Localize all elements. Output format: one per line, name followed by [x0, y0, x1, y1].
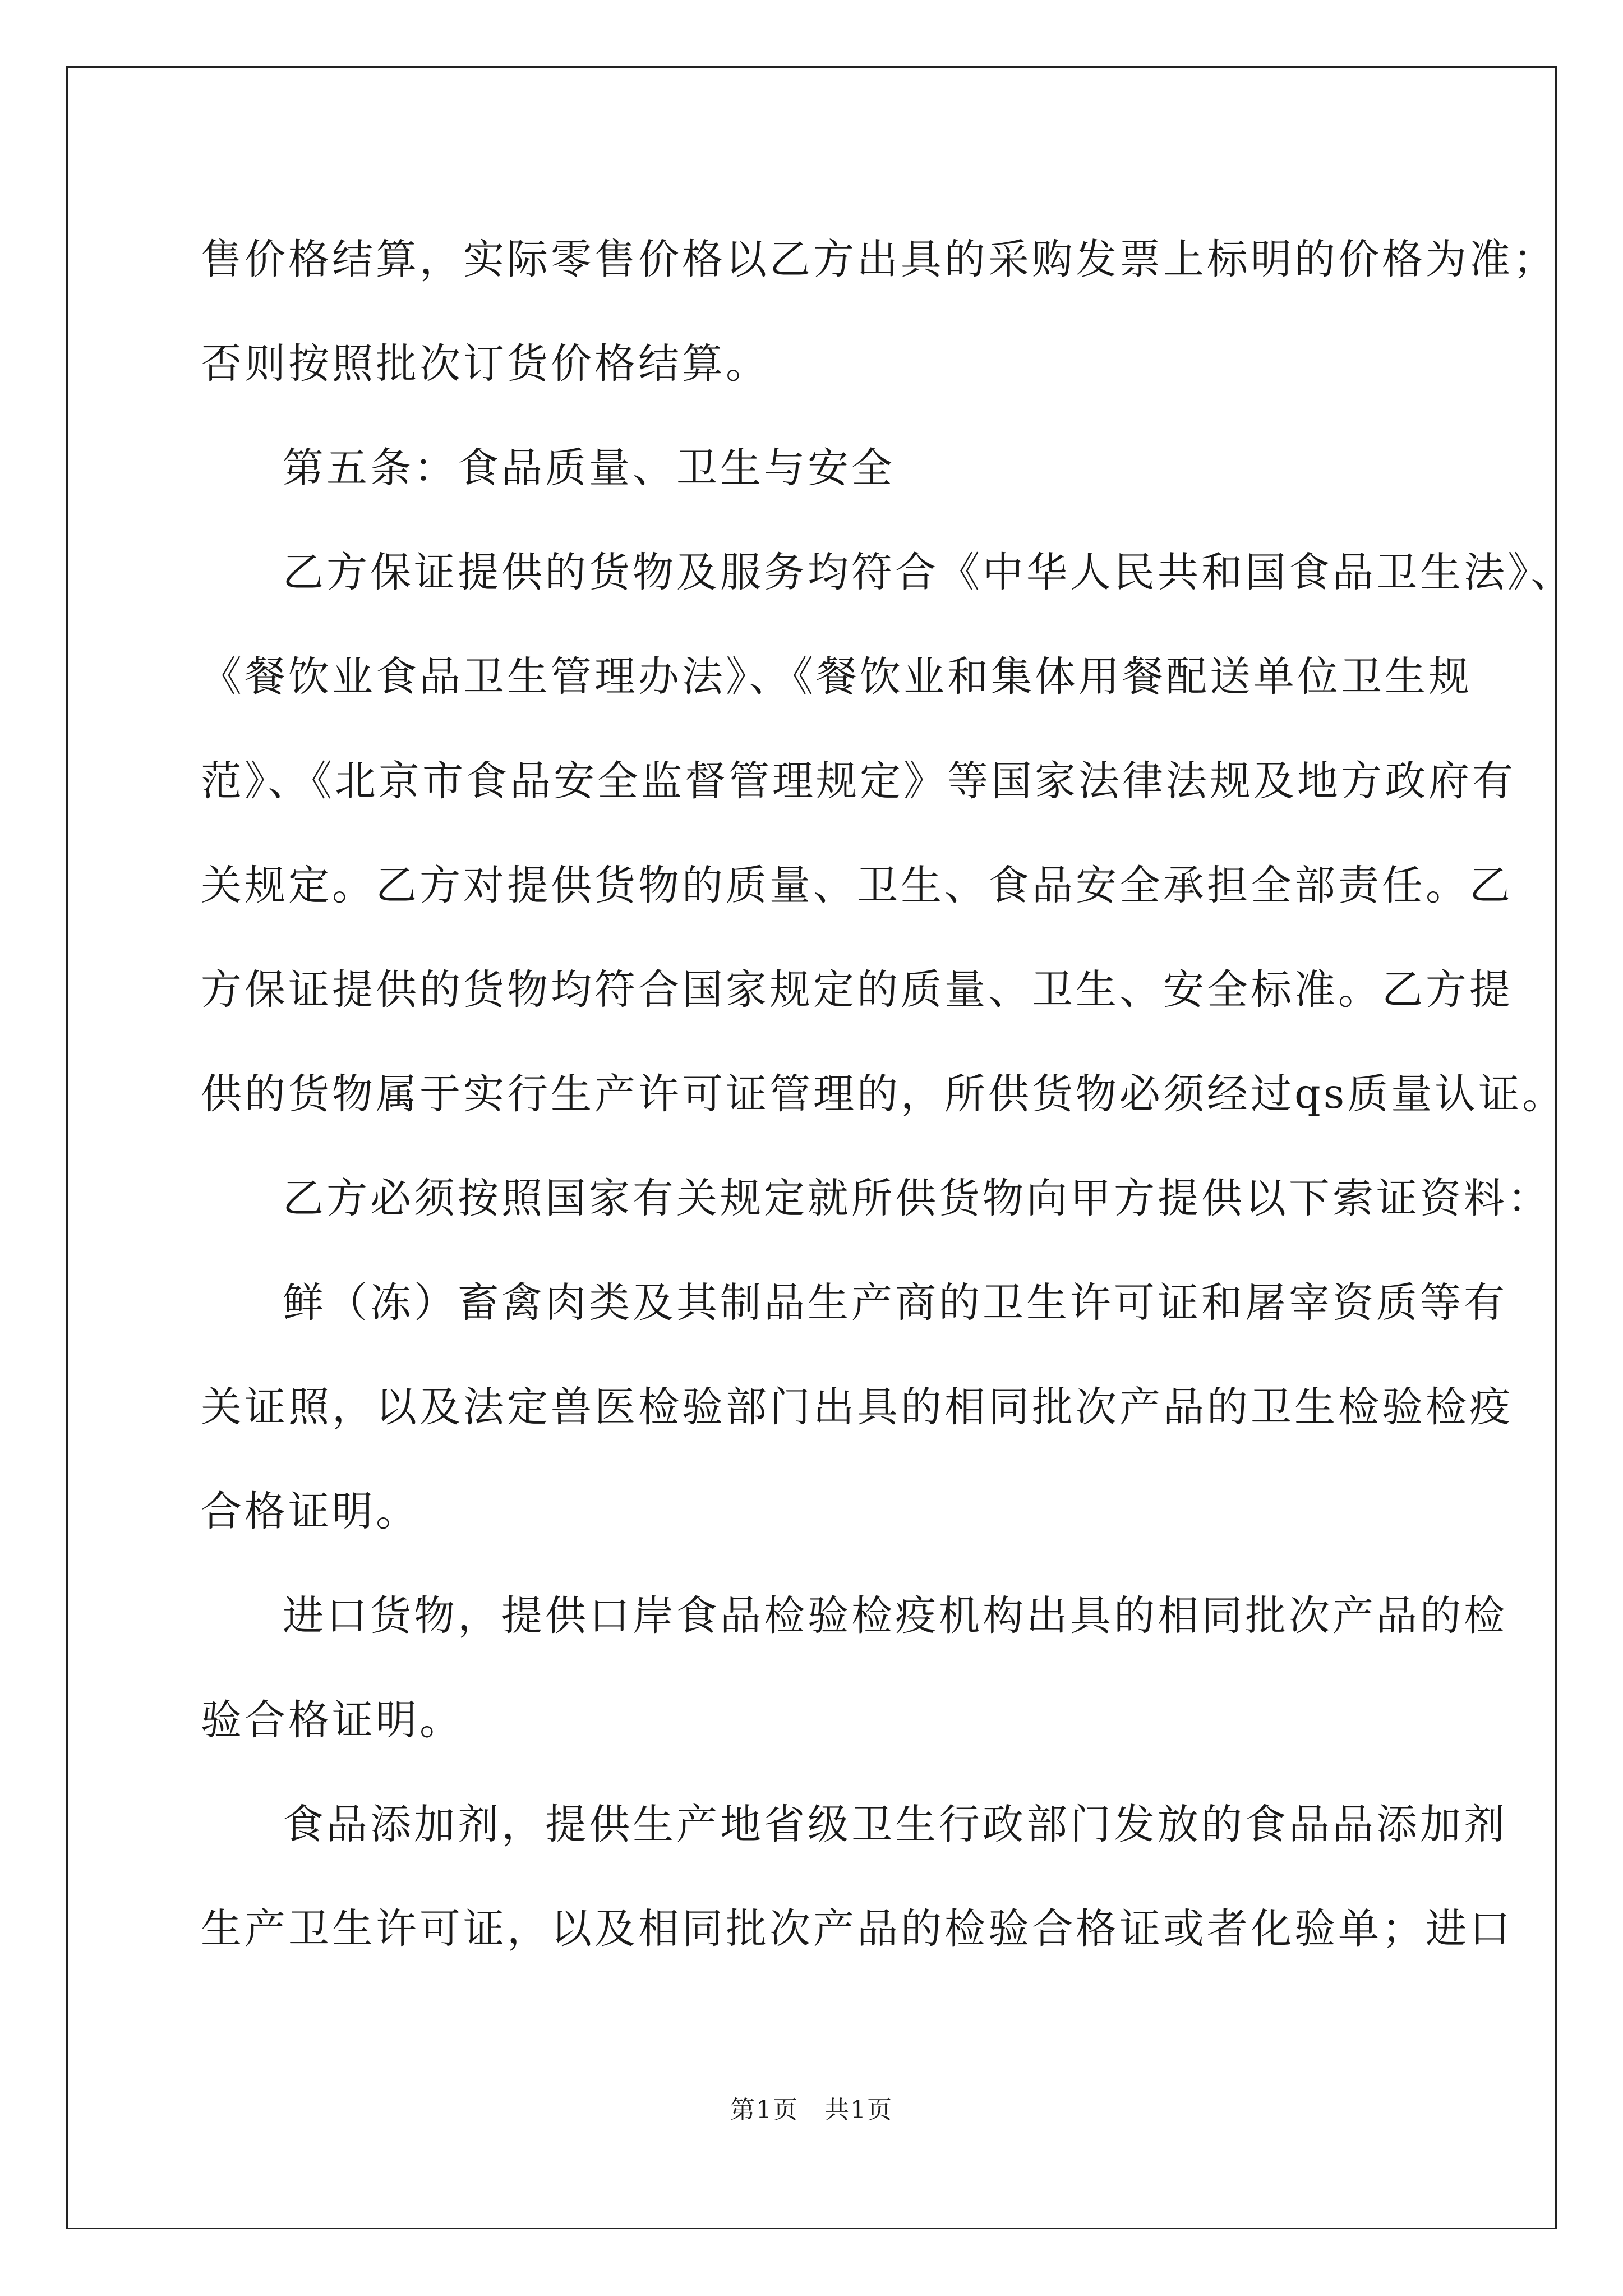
paragraph-line: 进口货物，提供口岸食品检验检疫机构出具的相同批次产品的检 [283, 1592, 1507, 1640]
page-number-current: 第1页 [730, 2096, 799, 2124]
paragraph-line: 关证照，以及法定兽医检验部门出具的相同批次产品的卫生检验检疫 [201, 1383, 1513, 1431]
paragraph-line: 供的货物属于实行生产许可证管理的，所供货物必须经过qs质量认证。 [201, 1070, 1566, 1118]
paragraph-line: 《餐饮业食品卫生管理办法》、《餐饮业和集体用餐配送单位卫生规 [201, 653, 1472, 701]
paragraph-line: 乙方必须按照国家有关规定就所供货物向甲方提供以下索证资料： [283, 1175, 1551, 1222]
paragraph-line: 方保证提供的货物均符合国家规定的质量、卫生、安全标准。乙方提 [201, 966, 1513, 1014]
paragraph-line: 范》、《北京市食品安全监督管理规定》等国家法律法规及地方政府有 [201, 757, 1516, 805]
page-number-total: 共1页 [824, 2096, 893, 2124]
paragraph-line: 乙方保证提供的货物及服务均符合《中华人民共和国食品卫生法》、 [283, 549, 1575, 596]
paragraph-line: 鲜（冻）畜禽肉类及其制品生产商的卫生许可证和屠宰资质等有 [283, 1279, 1507, 1327]
paragraph-line: 关规定。乙方对提供货物的质量、卫生、食品安全承担全部责任。乙 [201, 862, 1513, 909]
paragraph-line: 合格证明。 [201, 1488, 419, 1535]
page-footer [0, 2093, 1623, 2127]
section-heading: 第五条：食品质量、卫生与安全 [283, 444, 895, 492]
paragraph-line: 食品添加剂，提供生产地省级卫生行政部门发放的食品品添加剂 [283, 1801, 1507, 1848]
paragraph-line: 否则按照批次订货价格结算。 [201, 340, 769, 388]
paragraph-line: 验合格证明。 [201, 1696, 463, 1744]
paragraph-line: 生产卫生许可证，以及相同批次产品的检验合格证或者化验单；进口 [201, 1905, 1513, 1953]
paragraph-line: 售价格结算，实际零售价格以乙方出具的采购发票上标明的价格为准； [201, 236, 1557, 283]
document-body [201, 208, 1575, 1981]
